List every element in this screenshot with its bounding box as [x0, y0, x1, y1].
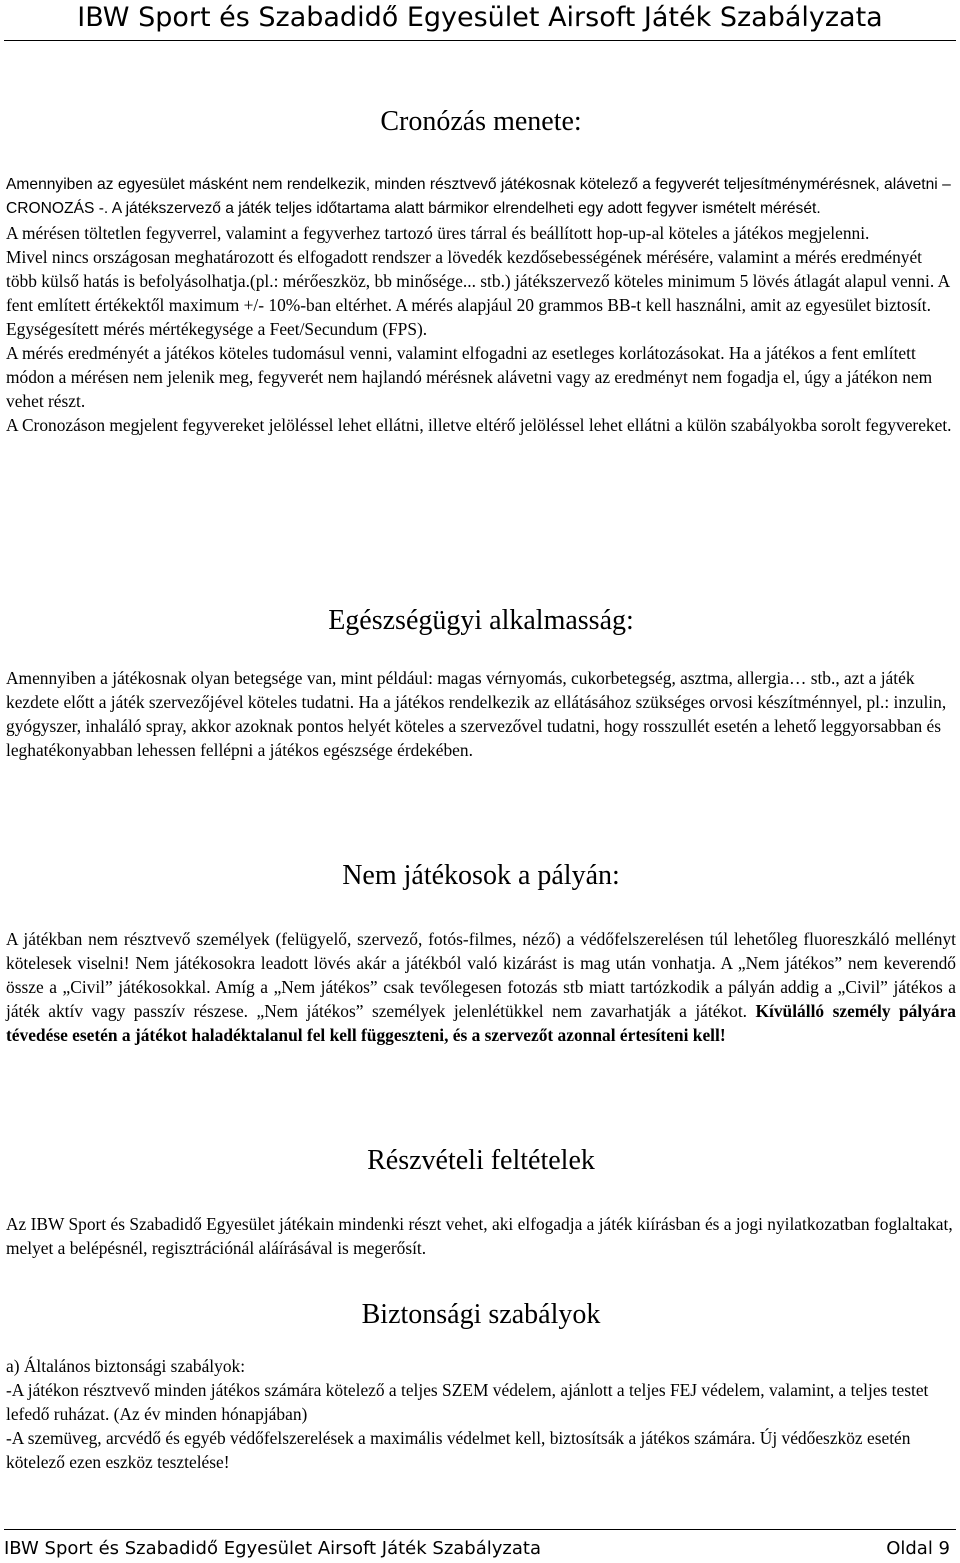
paragraph [6, 927, 956, 1047]
paragraph-text: A játékban nem résztvevő személyek (felügyelő, szervező, fotós-filmes, néző) a védőfelszerelésen túl lehetőleg fluoreszkáló mellényt kötelesek viselni! Nem játékosokra leadott lövés akár a játékból való kizárást is mag után vonhatja. A „Nem játékos” nem keverendő össze a „Civil” játékosokkal. Amíg a „Nem játékos” csak tevőlegesen fotozás stb miatt tartózkodik a pályán addig a „Civil” játékos a játék aktív vagy passzív részese. „Nem játékos” személyek jelenlétükkel nem zavarhatják a játékot. [6, 929, 956, 1021]
section-biztonsagi [6, 1298, 956, 1474]
bold-warning: Kívülálló személy pályára tévedése esetén a játékot haladéktalanul fel kell függeszteni, és a szervezőt azonnal értesíteni kell! [6, 1001, 957, 1045]
footer-divider [4, 1529, 956, 1530]
paragraph: -A szemüveg, arcvédő és egyéb védőfelszerelések a maximális védelmet kell, biztosítsák a játékos számára. Új védőeszköz esetén kötelező ezen eszköz tesztelése! [6, 1428, 911, 1472]
paragraph: A Cronozáson megjelent fegyvereket jelöléssel lehet ellátni, illetve eltérő jelöléssel lehet ellátni a külön szabályokba sorolt fegyvereket. [6, 415, 952, 435]
paragraph: Az IBW Sport és Szabadidő Egyesület játékain mindenki részt vehet, aki elfogadja a játék kiírásban és a jogi nyilatkozatban foglaltakat, melyet a belépésnél, regisztrációnál aláírásával is megerősít. [6, 1214, 953, 1258]
paragraph: a) Általános biztonsági szabályok: [6, 1356, 246, 1376]
page-footer [4, 1535, 950, 1563]
page-number: Oldal 9 [886, 1538, 950, 1559]
paragraph: Mivel nincs országosan meghatározott és elfogadott rendszer a lövedék kezdősebességének mérésére, valamint a mérés eredményét több külső hatás is befolyásolhatja.(pl.: mérőeszköz, bb minősége... stb.) játékszervező köteles minimum 5 lövés átlagát alapul venni. A fent említett értékektől maximum +/- 10%-ban eltérhet. A mérés alapjául 20 grammos BB-t kell használni, amit az egyesület biztosít. Egységesített mérés mértékegysége a Feet/Secundum (FPS). [6, 247, 950, 339]
paragraph: Amennyiben a játékosnak olyan betegsége van, mint például: magas vérnyomás, cukorbetegség, asztma, allergia… stb., azt a játék kezdete előtt a játék szervezőjével köteles tudatni. Ha a játékos rendelkezik az ellátásához szükséges orvosi készítménnyel, pl.: inzulin, gyógyszer, inhaláló spray, akkor azoknak pontos helyét köteles a szervezővel tudatni, hogy rosszullét esetén a lehető leggyorsabban és leghatékonyabban lehessen fellépni a játékos egészsége érdekében. [6, 668, 947, 760]
paragraph: A mérésen töltetlen fegyverrel, valamint a fegyverhez tartozó üres tárral és beállított hop-up-al köteles a játékos megjelenni. [6, 223, 870, 243]
section-heading: Egészségügyi alkalmasság: [328, 605, 634, 636]
page-header: IBW Sport és Szabadidő Egyesület Airsoft Játék Szabályzata [77, 2, 883, 33]
footer-title: IBW Sport és Szabadidő Egyesület Airsoft Játék Szabályzata [4, 1538, 541, 1559]
section-nem-jatekosok [6, 859, 956, 1047]
section-cronozas [6, 105, 956, 437]
paragraph: Amennyiben az egyesület másként nem rendelkezik, minden résztvevő játékosnak kötelező a fegyverét teljesítménymérésnek, alávetni – CRONOZÁS -. A játékszervező a játék teljes időtartama alatt bármikor elrendelheti egy adott fegyver ismételt mérését. [6, 176, 951, 217]
paragraph: A mérés eredményét a játékos köteles tudomásul venni, valamint elfogadni az esetleges korlátozásokat. Ha a játékos a fent említett módon a mérésen nem jelenik meg, fegyverét nem hajlandó mérésnek alávetni vagy az eredményt nem fogadja el, úgy a játékon nem vehet részt. [6, 343, 933, 411]
section-egeszsegugyi [6, 604, 956, 762]
section-heading: Biztonsági szabályok [361, 1299, 601, 1330]
section-heading: Nem játékosok a pályán: [342, 860, 620, 891]
paragraph: -A játékon résztvevő minden játékos számára kötelező a teljes SZEM védelem, ajánlott a teljes FEJ védelem, valamint, a teljes testet lefedő ruházat. (Az év minden hónapjában) [6, 1380, 929, 1424]
header-divider [4, 40, 956, 41]
section-heading: Részvételi feltételek [367, 1145, 595, 1176]
section-reszveteli [6, 1144, 956, 1260]
section-heading: Cronózás menete: [380, 106, 582, 137]
